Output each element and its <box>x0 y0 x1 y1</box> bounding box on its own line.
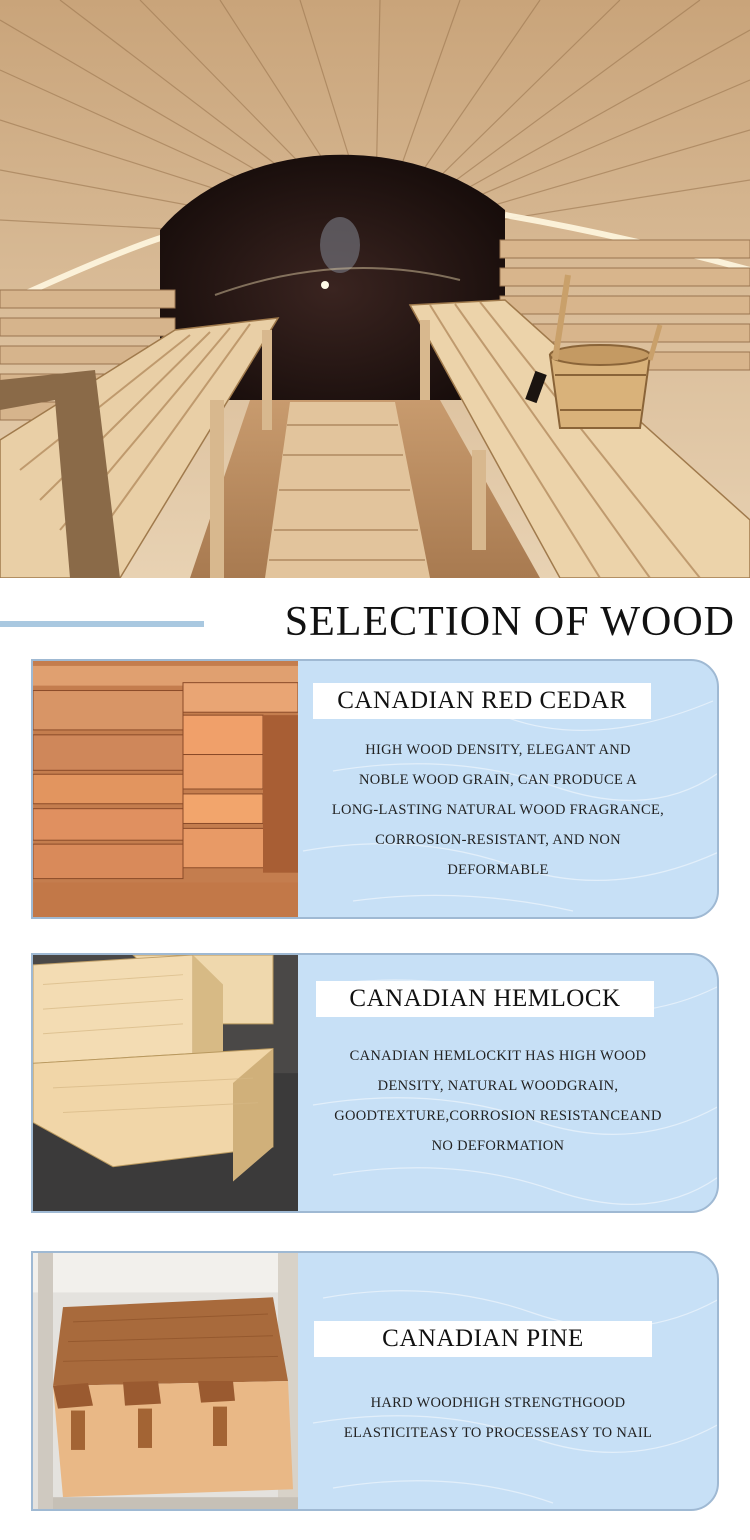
heading-accent-line <box>0 621 204 627</box>
wood-card-hemlock <box>31 953 719 1213</box>
wood-name-hemlock: CANADIAN HEMLOCK <box>316 981 654 1017</box>
wood-card-red-cedar <box>31 659 719 919</box>
wood-name-red-cedar: CANADIAN RED CEDAR <box>313 683 651 719</box>
section-title: SELECTION OF WOOD <box>284 599 735 645</box>
wood-description-red-cedar: HIGH WOOD DENSITY, ELEGANT AND NOBLE WOOD GRAIN, CAN PRODUCE A LONG-LASTING NATURAL WOOD FRAGRANCE, CORROSION-RESISTANT, AND NON DEFORMABLE <box>331 742 665 878</box>
hemlock-photo <box>33 955 298 1211</box>
wood-description-hemlock: CANADIAN HEMLOCKIT HAS HIGH WOOD DENSITY, NATURAL WOODGRAIN, GOODTEXTURE,CORROSION RESISTANCEAND NO DEFORMATION <box>334 1048 662 1154</box>
red-cedar-photo <box>33 661 298 917</box>
wood-description-pine: HARD WOODHIGH STRENGTHGOOD ELASTICITEASY TO PROCESSEASY TO NAIL <box>343 1395 653 1441</box>
pine-photo <box>33 1253 298 1509</box>
wood-card-pine <box>31 1251 719 1511</box>
sauna-interior-photo <box>0 0 750 578</box>
wood-name-pine: CANADIAN PINE <box>314 1321 652 1357</box>
